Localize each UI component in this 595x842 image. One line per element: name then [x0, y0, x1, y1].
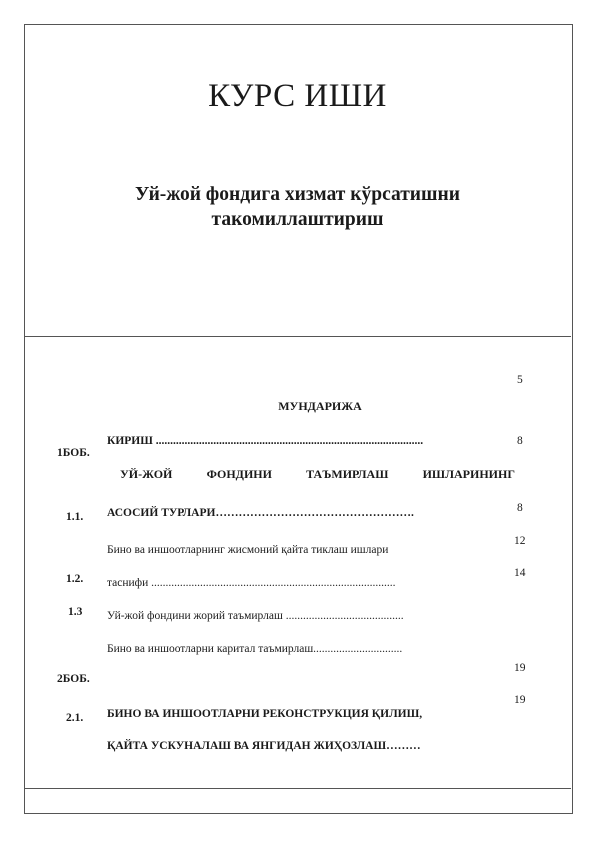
toc-page-number: 19 [514, 694, 526, 706]
toc-chapter-title [120, 467, 515, 482]
document-title: КУРС ИШИ [208, 78, 387, 114]
subtitle-line-1: Уй-жой фондига хизмат кўрсатишни [135, 184, 460, 205]
toc-section-label: 2.1. [66, 712, 84, 724]
section-divider [24, 336, 571, 337]
toc-word: ФОНДИНИ [206, 467, 272, 481]
toc-word: УЙ-ЖОЙ [120, 467, 173, 481]
toc-chapter-label: 2БОБ. [57, 673, 90, 685]
toc-chapter-title-cont: АСОСИЙ ТУРЛАРИ……………………………………………. [107, 507, 414, 519]
page-frame [24, 24, 573, 814]
toc-page-number: 8 [517, 435, 523, 447]
toc-page-number: 12 [514, 535, 526, 547]
toc-entry-s11-line1: Бино ва иншоотларнинг жисмоний қайта тиклаш ишлари [107, 544, 389, 556]
subtitle-line-2: такомиллаштириш [211, 209, 384, 230]
toc-word: ИШЛАРИНИНГ [422, 467, 515, 481]
toc-heading: МУНДАРИЖА [278, 399, 362, 413]
footer-divider [24, 788, 571, 789]
toc-word: ТАЪМИРЛАШ [306, 467, 389, 481]
toc-page-number: 14 [514, 567, 526, 579]
toc-page-number: 19 [514, 662, 526, 674]
toc-section-label: 1.3 [68, 606, 83, 618]
toc-page-number: 5 [517, 374, 523, 386]
toc-entry-chapter2-line1: БИНО ВА ИНШООТЛАРНИ РЕКОНСТРУКЦИЯ ҚИЛИШ, [107, 708, 423, 720]
toc-entry-s12: Уй-жой фондини жорий таъмирлаш ......................................... [107, 610, 404, 622]
toc-entry-s11-line2: таснифи ..................................................................................... [107, 577, 396, 589]
toc-entry-s13: Бино ва иншоотларни каритал таъмирлаш............................... [107, 643, 403, 655]
toc-section-label: 1.2. [66, 573, 84, 585]
toc-page-number: 8 [517, 502, 523, 514]
toc-section-label: 1.1. [66, 511, 84, 523]
toc-entry-s21: ҚАЙТА УСКУНАЛАШ ВА ЯНГИДАН ЖИҲОЗЛАШ……… [107, 740, 421, 752]
toc-chapter-label: 1БОБ. [57, 447, 90, 459]
toc-entry-intro: КИРИШ ............................................................................................. [107, 435, 424, 447]
document-subtitle [60, 182, 535, 232]
